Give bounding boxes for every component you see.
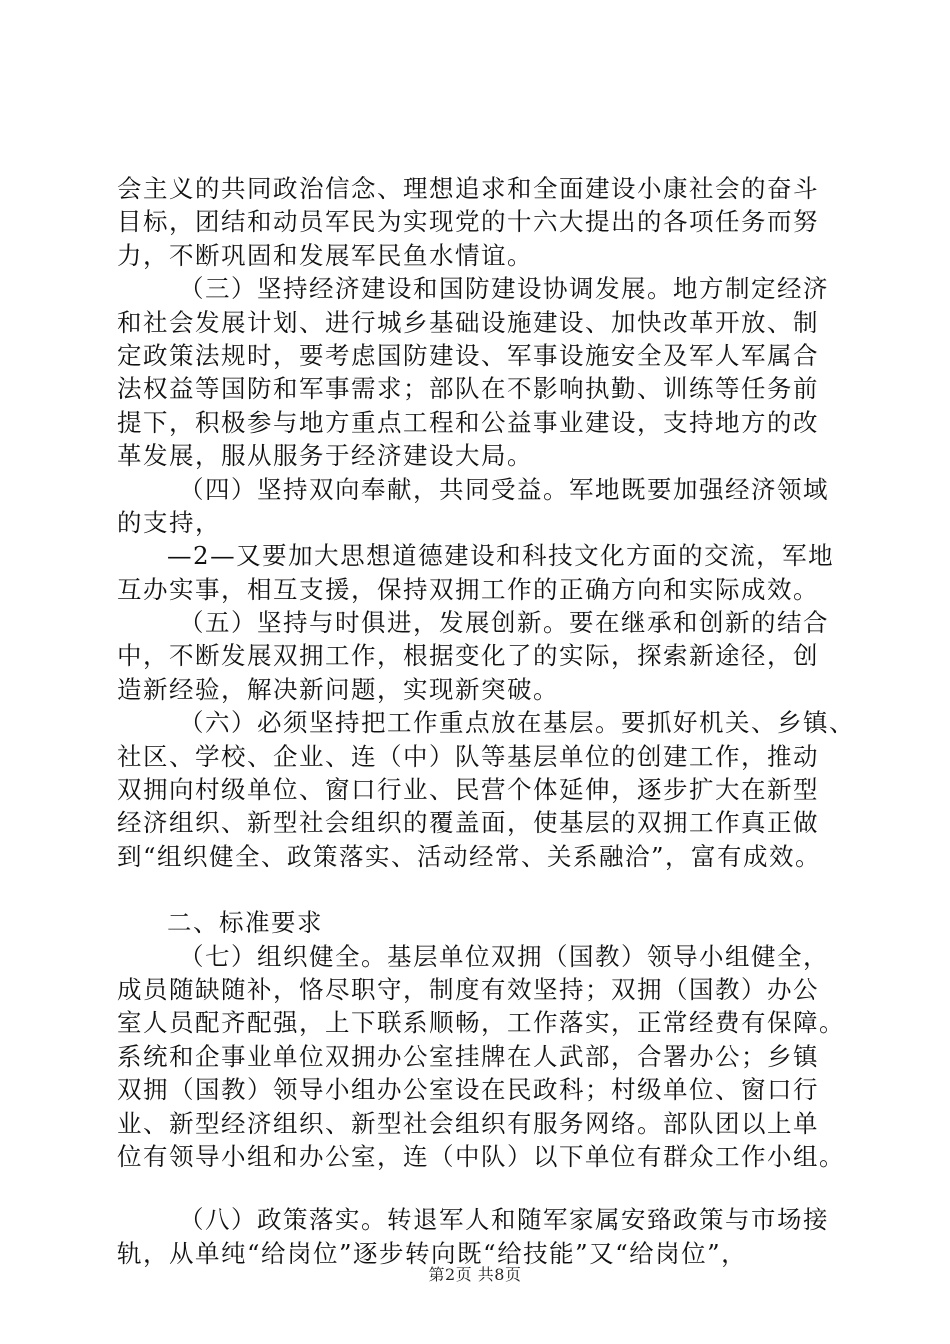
paragraph-start-line: （五）坚持与时俱进，发展创新。要在继承和创新的结合 — [179, 608, 829, 638]
text-line: 业、新型经济组织、新型社会组织有服务网络。部队团以上单 — [117, 1108, 819, 1138]
text-line: 法权益等国防和军事需求；部队在不影响执勤、训练等任务前 — [117, 374, 819, 404]
text-line: 成员随缺随补，恪尽职守，制度有效坚持；双拥（国教）办公 — [117, 974, 819, 1004]
text-line: 会主义的共同政治信念、理想追求和全面建设小康社会的奋斗 — [117, 174, 819, 203]
text-line: 力，不断巩固和发展军民鱼水情谊。 — [117, 240, 533, 270]
page-footer: 第2页 共8页 — [428, 1265, 522, 1284]
text-line: 造新经验，解决新问题，实现新突破。 — [117, 674, 559, 704]
text-line: 轨，从单纯“给岗位”逐步转向既“给技能”又“给岗位”， — [117, 1238, 748, 1268]
blank-line — [117, 1173, 857, 1203]
text-line: 的支持， — [117, 507, 221, 537]
document-body — [117, 172, 857, 1270]
text-line: 目标，团结和动员军民为实现党的十六大提出的各项任务而努 — [117, 207, 819, 237]
text-line: 提下，积极参与地方重点工程和公益事业建设，支持地方的改 — [117, 407, 819, 437]
text-line: 双拥（国教）领导小组办公室设在民政科；村级单位、窗口行 — [117, 1075, 819, 1105]
paragraph-start-line: （六）必须坚持把工作重点放在基层。要抓好机关、乡镇、 — [179, 708, 855, 738]
text-line: 中，不断发展双拥工作，根据变化了的实际，探索新途径，创 — [117, 641, 819, 671]
text-line: 双拥向村级单位、窗口行业、民营个体延伸，逐步扩大在新型 — [117, 775, 819, 805]
text-line: 和社会发展计划、进行城乡基础设施建设、加快改革开放、制 — [117, 307, 819, 337]
paragraph-start-line: （七）组织健全。基层单位双拥（国教）领导小组健全， — [179, 941, 829, 971]
text-line: 到“组织健全、政策落实、活动经常、关系融洽”，富有成效。 — [117, 841, 822, 871]
paragraph-start-line: （三）坚持经济建设和国防建设协调发展。地方制定经济 — [179, 274, 829, 304]
paragraph-start-line: （四）坚持双向奉献，共同受益。军地既要加强经济领域 — [179, 474, 829, 504]
section-heading: 二、标准要求 — [167, 908, 323, 938]
text-line: 互办实事，相互支援，保持双拥工作的正确方向和实际成效。 — [117, 574, 819, 604]
text-line: 位有领导小组和办公室，连（中队）以下单位有群众工作小组。 — [117, 1141, 845, 1171]
text-line: 社区、学校、企业、连（中）队等基层单位的创建工作，推动 — [117, 741, 819, 771]
text-line: 经济组织、新型社会组织的覆盖面，使基层的双拥工作真正做 — [117, 808, 819, 838]
text-line: 定政策法规时，要考虑国防建设、军事设施安全及军人军属合 — [117, 340, 819, 370]
text-line: 室人员配齐配强，上下联系顺畅，工作落实，正常经费有保障。 — [117, 1008, 845, 1038]
text-line: 革发展，服从服务于经济建设大局。 — [117, 441, 533, 471]
blank-line — [117, 873, 857, 906]
paragraph-start-line: （八）政策落实。转退军人和随军家属安臵政策与市场接 — [179, 1205, 829, 1235]
text-line: 系统和企事业单位双拥办公室挂牌在人武部，合署办公；乡镇 — [117, 1041, 819, 1071]
page-break-line: —2—又要加大思想道德建设和科技文化方面的交流，军地 — [167, 541, 835, 571]
